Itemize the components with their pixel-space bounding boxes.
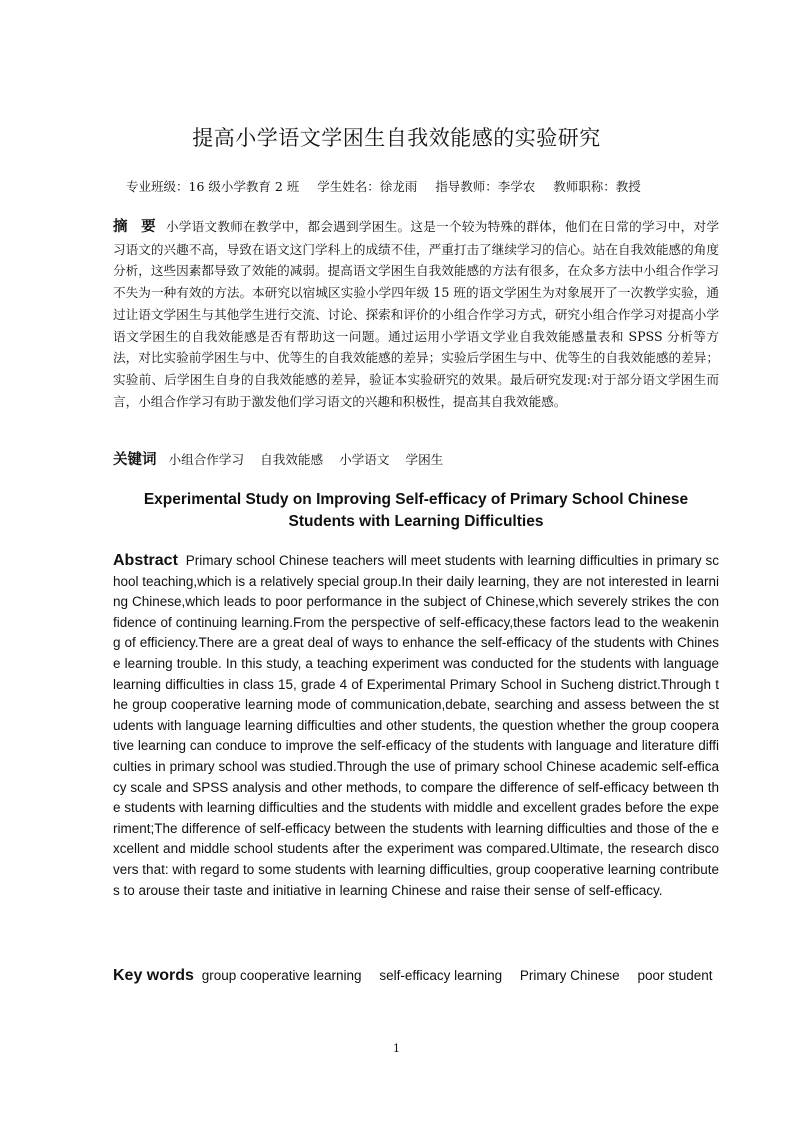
page-number: 1 — [393, 1042, 400, 1055]
chinese-title: 提高小学语文学困生自我效能感的实验研究 — [192, 126, 601, 150]
english-keyword: self-efficacy learning — [379, 968, 503, 983]
chinese-keyword: 小学语文 — [339, 452, 390, 467]
student-name: 学生姓名：徐龙雨 — [317, 179, 418, 194]
advisor-title: 教师职称：教授 — [553, 179, 641, 194]
chinese-keyword: 学困生 — [405, 452, 444, 467]
english-keyword: poor student — [637, 968, 713, 983]
author-info — [126, 177, 726, 195]
english-abstract — [113, 551, 719, 901]
chinese-keywords-label: 关键词 — [113, 452, 157, 468]
english-keyword: group cooperative learning — [201, 968, 362, 983]
chinese-abstract — [113, 216, 719, 412]
chinese-keywords — [113, 448, 719, 469]
english-title: Experimental Study on Improving Self-efficacy of Primary School Chinese Students with Learning Difficulties — [143, 491, 689, 530]
major-class: 专业班级：16 级小学教育 2 班 — [126, 179, 300, 194]
advisor-name: 指导教师：李学农 — [435, 179, 536, 194]
chinese-abstract-label: 摘 要 — [113, 219, 160, 235]
chinese-abstract-text: 小学语文教师在教学中，都会遇到学困生。这是一个较为特殊的群体，他们在日常的学习中，对学习语文的兴趣不高，导致在语文这门学科上的成绩不佳，严重打击了继续学习的信心。站在自我效能感的角度分析，这些因素都导致了效能的减弱。提高语文学困生自我效能感的方法有很多，在众多方法中小组合作学习不失为一种有效的方法。本研究以宿城区实验小学四年级 15 班的语文学困生为对象展开了一次教学实验，通过让语文学困生与其他学生进行交流、讨论、探索和评价的小组合作学习方式，研究小组合作学习对提高小学语文学困生的自我效能感是否有帮助这一问题。通过运用小学语文学业自我效能感量表和 SPSS 分析等方法，对比实验前学困生与中、优等生的自我效能感的差异；实验后学困生与中、优等生的自我效能感的差异；实验前、后学困生自身的自我效能感的差异，验证本实验研究的效果。最后研究发现:对于部分语文学困生而言，小组合作学习有助于激发他们学习语文的兴趣和积极性，提高其自我效能感。 — [113, 219, 719, 409]
chinese-keyword: 小组合作学习 — [168, 452, 245, 467]
chinese-keyword: 自我效能感 — [260, 452, 324, 467]
english-keyword: Primary Chinese — [519, 968, 620, 983]
english-keywords — [113, 967, 733, 985]
english-abstract-label: Abstract — [113, 552, 178, 569]
english-keywords-label: Key words — [113, 967, 194, 984]
english-abstract-text: Primary school Chinese teachers will meet students with learning difficulties in primary school teaching,which is a relatively special group.In their daily learning, they are not interested in learning Chinese,which leads to poor performance in the subject of Chinese,which severely strikes the confidence of continuing learning.From the perspective of self-efficacy,these factors lead to the weakening of efficiency.There are a great deal of ways to enhance the self-efficacy of the students with Chinese learning trouble. In this study, a teaching experiment was conducted for the students with language learning difficulties in class 15, grade 4 of Experimental Primary School in Sucheng district.Through the group cooperative learning mode of communication,debate, searching and assess between the students with language learning difficulties and other students, the question whether the group cooperative learning can conduce to improve the self-efficacy of the students with language and literature difficulties in primary school was studied.Through the use of primary school Chinese academic self-efficacy scale and SPSS analysis and other methods, to compare the difference of self-efficacy between the students with learning difficulties and the students with middle and excellent grades before the experiment;The difference of self-efficacy between the students with learning difficulties and those of the excellent and middle school students after the experiment was compared.Ultimate, the research discovers that: with regard to some students with learning difficulties, group cooperative learning contributes to arouse their taste and initiative in learning Chinese and raise their sense of self-efficacy. — [113, 553, 719, 898]
